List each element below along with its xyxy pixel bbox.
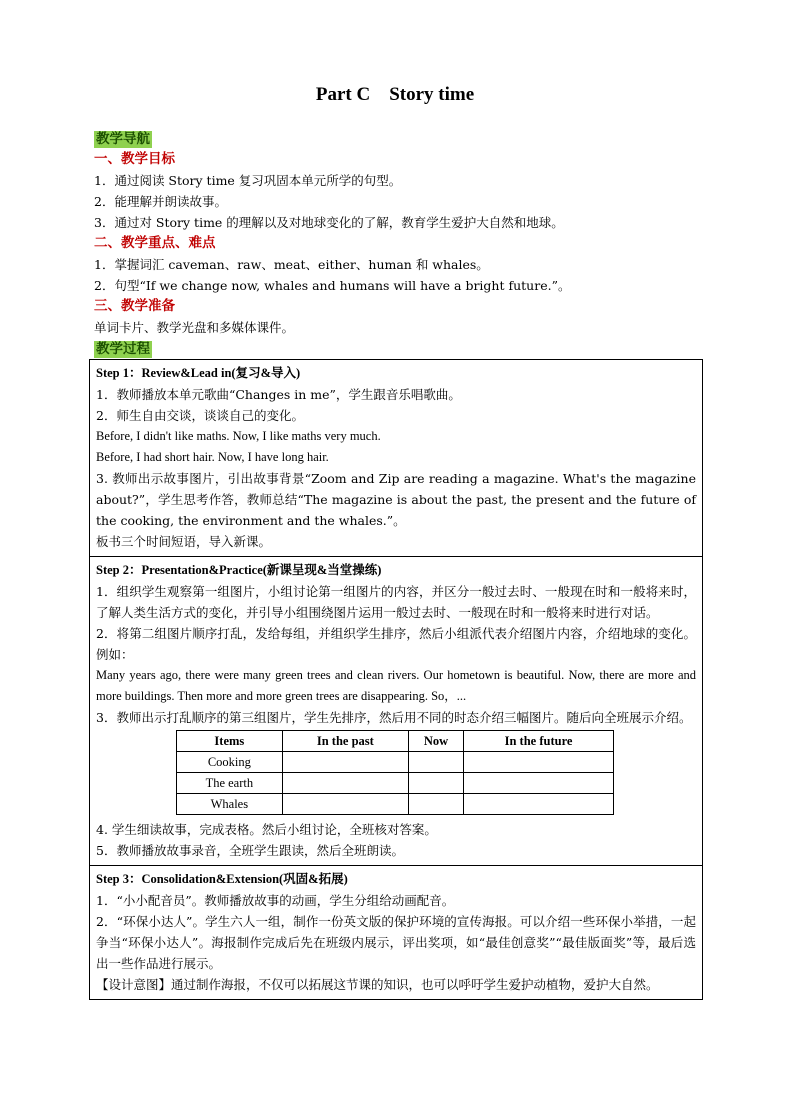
table-cell	[408, 773, 463, 794]
goal-item: 2．能理解并朗读故事。	[94, 194, 227, 209]
step-paragraph: 3. 教师出示故事图片，引出故事背景“Zoom and Zip are reading a magazine. What's the magazine about?”，学生思考作答，教师总结“The magazine is about the past, the present and the future of the cooking, the environment and the whales.”。	[96, 471, 696, 528]
row-label: Cooking	[177, 752, 283, 773]
nav-label: 教学导航	[96, 131, 150, 147]
table-cell	[408, 752, 463, 773]
step-row	[90, 360, 703, 557]
step-heading: Step 3：Consolidation&Extension(巩固&拓展)	[96, 872, 348, 886]
table-row	[177, 773, 614, 794]
table-cell	[464, 794, 614, 815]
step-paragraph: 1．组织学生观察第一组图片，小组讨论第一组图片的内容，并区分一般过去时、一般现在时和一般将来时，了解人类生活方式的变化，并引导小组围绕图片运用一般过去时、一般现在时和一般将来时进行对话。	[96, 584, 696, 620]
table-cell	[282, 773, 408, 794]
table-cell	[464, 773, 614, 794]
table-cell	[464, 752, 614, 773]
table-cell	[282, 794, 408, 815]
process-label: 教学过程	[96, 341, 150, 357]
table-row	[177, 794, 614, 815]
row-label: Whales	[177, 794, 283, 815]
keypoint-item: 1．掌握词汇 caveman、raw、meat、either、human 和 whales。	[94, 257, 489, 272]
step-paragraph: Before, I had short hair. Now, I have long hair.	[96, 450, 329, 464]
document-body	[94, 128, 704, 1000]
step-paragraph: 1．“小小配音员”。教师播放故事的动画，学生分组给动画配音。	[96, 893, 455, 908]
step-cell	[90, 557, 703, 866]
table-header: In the future	[464, 731, 614, 752]
goal-item: 3．通过对 Story time 的理解以及对地球变化的了解，教育学生爱护大自然和地球。	[94, 215, 564, 230]
step-cell	[90, 360, 703, 557]
row-label: The earth	[177, 773, 283, 794]
step-paragraph: Many years ago, there were many green trees and clean rivers. Our hometown is beautiful. Now, there are more and more buildings. Then more and more green trees are disappearing. So，...	[96, 668, 696, 703]
step-paragraph: 5．教师播放故事录音，全班学生跟读，然后全班朗读。	[96, 843, 404, 858]
step-row	[90, 557, 703, 866]
comparison-table	[176, 730, 614, 815]
table-header: Now	[408, 731, 463, 752]
step-paragraph: 4. 学生细读故事，完成表格。然后小组讨论，全班核对答案。	[96, 822, 437, 837]
table-header: In the past	[282, 731, 408, 752]
step-heading: Step 2：Presentation&Practice(新课呈现&当堂操练)	[96, 563, 382, 577]
table-cell	[282, 752, 408, 773]
page-title: Part C Story time	[315, 84, 475, 105]
step-paragraph: 2．师生自由交谈，谈谈自己的变化。	[96, 408, 304, 423]
step-cell	[90, 866, 703, 1000]
step-paragraph: 【设计意图】通过制作海报，不仅可以拓展这节课的知识，也可以呼吁学生爱护动植物，爱护大自然。	[96, 977, 659, 992]
goals-heading: 一、教学目标	[94, 151, 175, 167]
table-header: Items	[177, 731, 283, 752]
step-row	[90, 866, 703, 1000]
step-paragraph: 3．教师出示打乱顺序的第三组图片，学生先排序，然后用不同的时态介绍三幅图片。随后向全班展示介绍。	[96, 710, 692, 725]
table-row	[177, 752, 614, 773]
table-cell	[408, 794, 463, 815]
prep-item: 单词卡片、教学光盘和多媒体课件。	[94, 320, 295, 335]
keypoint-item: 2．句型“If we change now, whales and humans will have a bright future.”。	[94, 278, 571, 293]
step-paragraph: 1．教师播放本单元歌曲“Changes in me”，学生跟音乐唱歌曲。	[96, 387, 461, 402]
process-table	[89, 359, 703, 1000]
step-paragraph: Before, I didn't like maths. Now, I like maths very much.	[96, 429, 381, 443]
goal-item: 1．通过阅读 Story time 复习巩固本单元所学的句型。	[94, 173, 402, 188]
step-paragraph: 2．将第二组图片顺序打乱，发给每组，并组织学生排序，然后小组派代表介绍图片内容，介绍地球的变化。例如：	[96, 626, 696, 662]
keypoints-heading: 二、教学重点、难点	[94, 235, 216, 251]
prep-heading: 三、教学准备	[94, 298, 175, 314]
step-paragraph: 2．“环保小达人”。学生六人一组，制作一份英文版的保护环境的宣传海报。可以介绍一些环保小举措，一起争当“环保小达人”。海报制作完成后先在班级内展示，评出奖项，如“最佳创意奖”“最佳版面奖”等，最后选出一些作品进行展示。	[96, 914, 696, 971]
step-heading: Step 1：Review&Lead in(复习&导入)	[96, 366, 301, 380]
step-paragraph: 板书三个时间短语，导入新课。	[96, 534, 272, 549]
